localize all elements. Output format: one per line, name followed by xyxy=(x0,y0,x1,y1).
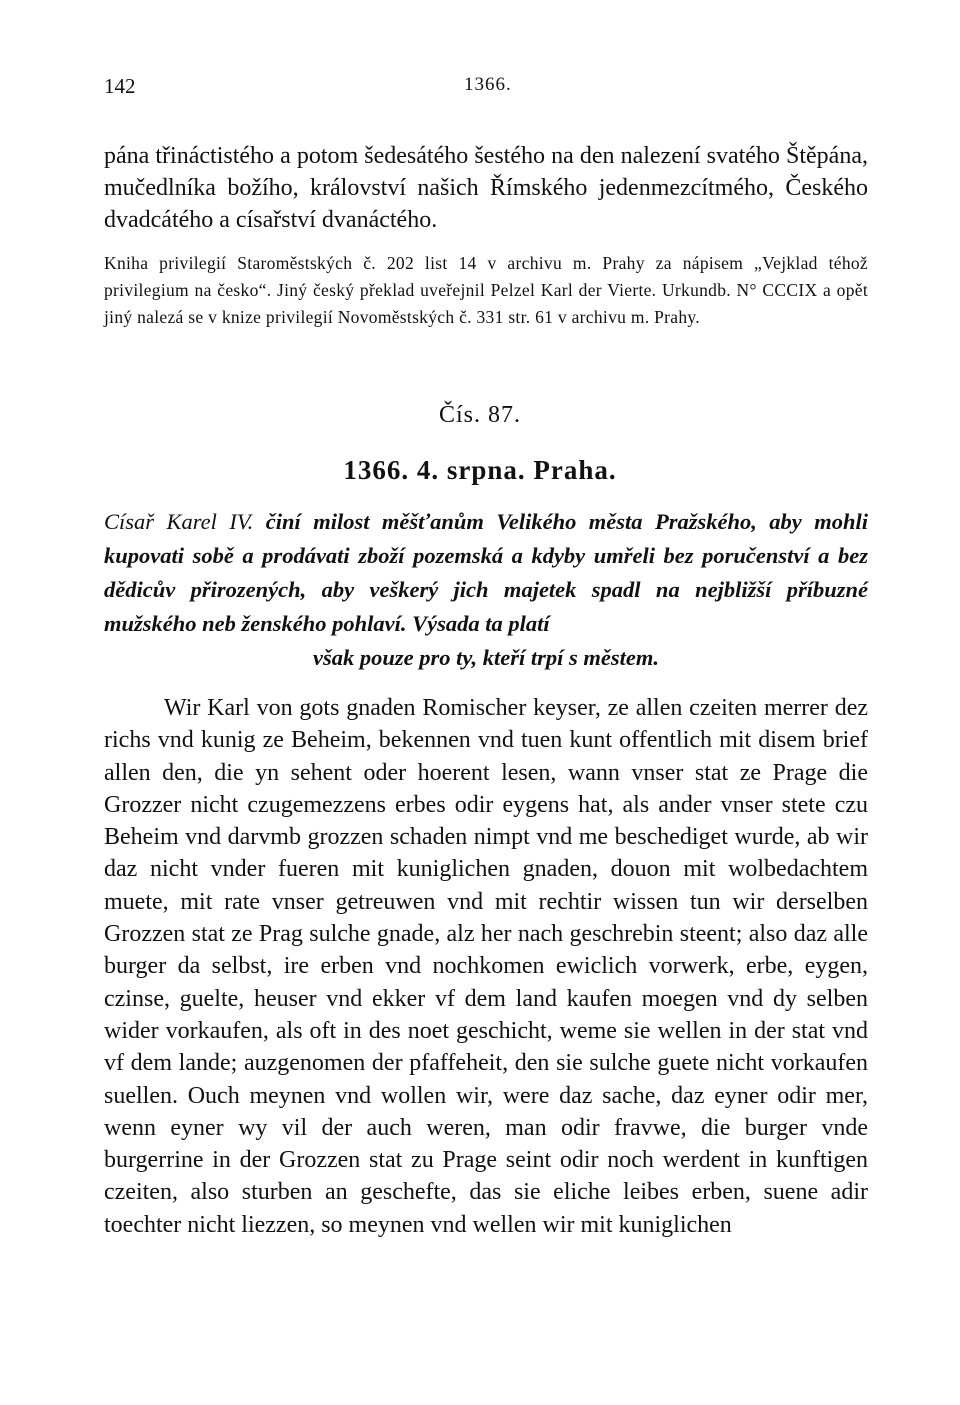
document-dateline: 1366. 4. srpna. Praha. xyxy=(343,455,617,485)
regest-last-line: však pouze pro ty, kteří trpí s městem. xyxy=(312,645,660,670)
charter-text: Wir Karl von gots gnaden Romischer keyser, ze allen czeiten merrer dez richs vnd kunig ze Beheim, bekennen vnd tuen kunt offentlich mit disem brief allen den, die yn sehent oder hoerent lesen, wann vnser stat ze Prage die Grozzer nicht czugemezzens erbes odir eygens hat, als ander vnser stete czu Beheim vnd darvmb grozzen schaden nimpt vnd me beschediget wurde, ab wir daz nicht vnder fueren mit kuniglichen gnaden, douon mit wolbedachtem muete, mit rate vnser getreuwen vnd mit rechtir wissen tun wir derselben Grozzen stat ze Prag sulche gnade, alz her nach geschrebin steent; also daz alle burger da selbst, ire erben vnd nochkomen ewiclich vorwerk, erbe, eygen, czinse, guelte, heuser vnd ekker vf dem land kaufen moegen vnd dy selben wider vorkaufen, als oft in des noet geschicht, weme sie wellen in der stat vnd vf dem lande; auzgenomen der pfaffeheit, den sie sulche guete nicht vorkaufen suellen. Ouch meynen vnd wollen wir, were daz sache, daz eyner odir mer, wenn eyner wy vil der auch weren, man odir fravwe, die burger vnde burgerrine in der Grozzen stat zu Prage seint odir noch werdent in kunftigen czeiten, also sturben an geschefte, das sie eliche leibes erben, suene adir toechter nicht liezzen, so meynen vnd wellen wir mit kuniglichen xyxy=(104,695,868,1238)
document-number: Čís. 87. xyxy=(438,402,521,428)
regest-summary xyxy=(104,505,868,675)
regest-body: činí milost měšťanům Velikého města Pražského, aby mohli kupovati sobě a prodávati zboží pozemská a kdyby umřeli bez poručenství a bez dědicův přirozených, aby veškerý jich majetek spadl na nejbližší příbuzné mužského neb ženského pohlaví. Výsada ta platí xyxy=(104,509,868,636)
page-number: 142 xyxy=(104,74,136,98)
archival-note: Kniha privilegií Staroměstských č. 202 list 14 v archivu m. Prahy za nápisem „Vejklad téhož privilegium na česko“. Jiný český překlad uveřejnil Pelzel Karl der Vierte. Urkundb. N° CCCIX a opět jiný nalezá se v knize privilegií Novoměstských č. 331 str. 61 v archivu m. Prahy. xyxy=(104,253,868,327)
regest-author: Císař Karel IV. xyxy=(104,509,254,534)
page-header xyxy=(104,74,864,106)
running-head: 1366. xyxy=(464,74,512,95)
intro-paragraph: pána třináctistého a potom šedesátého šestého na den nalezení svatého Štěpána, mučedlníka božího, království našich Římského jedenmezcítmého, Českého dvadcátého a císařství dvanáctého. xyxy=(104,143,868,233)
